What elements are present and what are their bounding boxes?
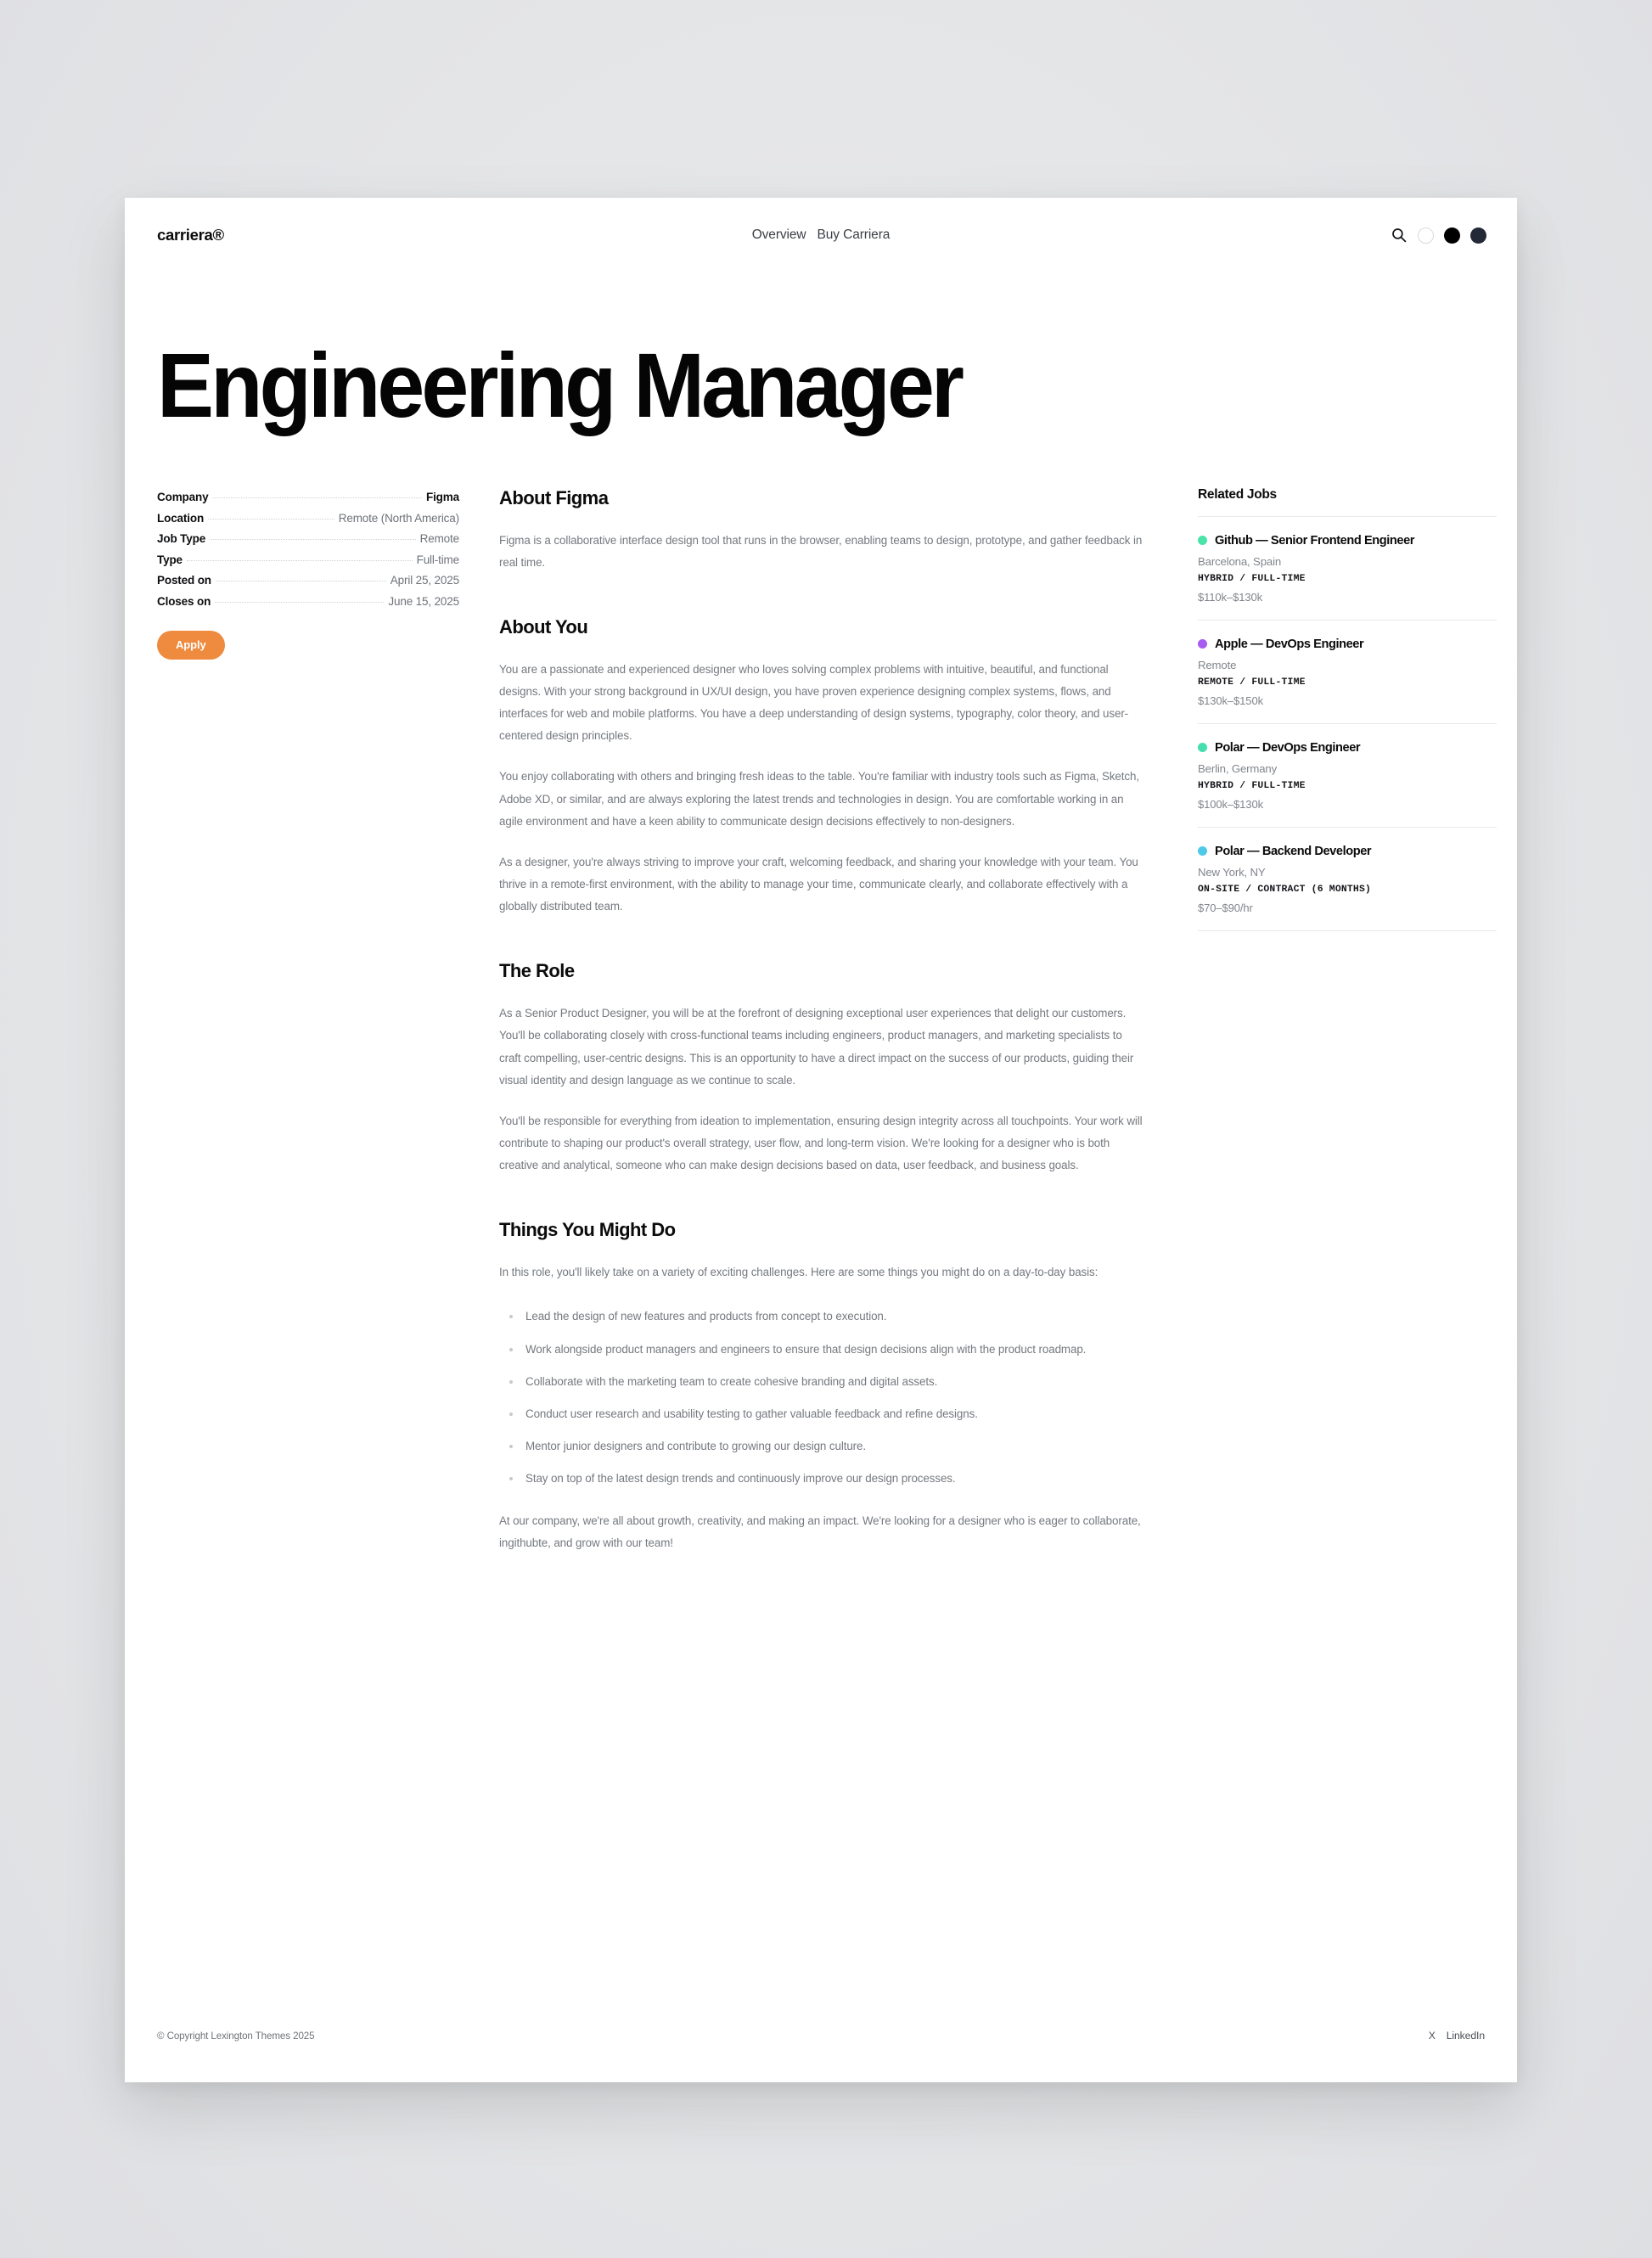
content-grid <box>125 430 1517 1555</box>
related-job-title: Github — Senior Frontend Engineer <box>1215 533 1415 548</box>
section-heading: About Figma <box>499 486 609 508</box>
related-job-location: New York, NY <box>1198 865 1266 879</box>
meta-label: Posted on <box>157 574 211 587</box>
nav-item-overview[interactable]: Overview <box>751 227 806 242</box>
meta-value: Remote <box>419 532 459 546</box>
list-item: Stay on top of the latest design trends and continuously improve our design processes. <box>499 1468 1144 1490</box>
section-things-you-might-do <box>499 1219 1144 1554</box>
related-job-tags: HYBRID / FULL-TIME <box>1198 573 1306 584</box>
related-job-card[interactable] <box>1198 828 1497 931</box>
meta-value: June 15, 2025 <box>388 594 459 608</box>
apply-button[interactable]: Apply <box>157 631 225 660</box>
meta-label: Closes on <box>157 594 211 608</box>
list-item: Lead the design of new features and products from concept to execution. <box>499 1306 1144 1328</box>
paragraph: You'll be responsible for everything from ideation to implementation, ensuring design integrity across all touchpoints. Your work will contribute to shaping our product's overall strategy, user flow, and long-term vision. We're looking for a designer who is both creative and analytical, someone who can make design decisions based on data, user feedback, and business goals. <box>499 1114 1143 1172</box>
paragraph: As a Senior Product Designer, you will be at the forefront of designing exceptional user experiences that delight our customers. You'll be collaborating closely with cross-functional teams including engineers, product managers, and marketing specialists to craft compelling, user-centric designs. This is an opportunity to have a direct impact on the success of our products, guiding their visual identity and design language as we continue to scale. <box>499 1007 1134 1087</box>
job-meta-panel <box>157 487 459 660</box>
related-job-location: Remote <box>1198 658 1237 671</box>
related-job-title: Apple — DevOps Engineer <box>1215 637 1364 651</box>
meta-label: Location <box>157 511 205 525</box>
meta-leader <box>208 519 334 520</box>
meta-value: Remote (North America) <box>338 511 459 525</box>
related-job-tags: ON-SITE / CONTRACT (6 MONTHS) <box>1198 884 1372 895</box>
meta-label: Company <box>157 491 209 504</box>
paragraph-outro: At our company, we're all about growth, creativity, and making an impact. We're looking for a designer who is eager to collaborate, ingithubte, and grow with our team! <box>499 1514 1141 1550</box>
meta-label: Type <box>157 553 183 566</box>
theme-swatch-navy-icon[interactable] <box>1470 227 1486 244</box>
primary-nav <box>125 227 1517 243</box>
related-job-card[interactable] <box>1198 517 1497 621</box>
brand-logo[interactable]: carriera® <box>157 226 224 244</box>
meta-value: April 25, 2025 <box>390 574 459 587</box>
paragraph: You enjoy collaborating with others and bringing fresh ideas to the table. You're familiar with industry tools such as Figma, Sketch, Adobe XD, or similar, and are always exploring the latest trends and technologies in design. You are comfortable working in an agile environment and have a keen ability to communicate design decisions effectively to non-designers. <box>499 770 1139 828</box>
paragraph: As a designer, you're always striving to improve your craft, welcoming feedback, and sharing your knowledge with your team. You thrive in a remote-first environment, with the ability to manage your time, communicate clearly, and collaborate effectively with a globally distributed team. <box>499 855 1138 913</box>
copyright-text: © Copyright Lexington Themes 2025 <box>157 2030 315 2042</box>
theme-swatch-light-icon[interactable] <box>1418 227 1434 244</box>
related-jobs-title: Related Jobs <box>1198 486 1277 502</box>
related-job-header <box>1198 845 1497 858</box>
meta-leader <box>210 539 416 540</box>
site-footer <box>125 2030 1517 2042</box>
meta-row-company <box>157 487 459 508</box>
header-actions <box>1391 227 1486 244</box>
paragraph-intro: In this role, you'll likely take on a variety of exciting challenges. Here are some things you might do on a day-to-day basis: <box>499 1266 1099 1279</box>
section-heading: Things You Might Do <box>499 1219 676 1241</box>
related-job-header <box>1198 534 1497 548</box>
job-description <box>499 487 1144 1555</box>
theme-swatch-black-icon[interactable] <box>1444 227 1460 244</box>
section-about-company <box>499 487 1144 574</box>
related-job-title: Polar — DevOps Engineer <box>1215 740 1361 755</box>
related-job-card[interactable] <box>1198 621 1497 724</box>
related-job-header <box>1198 741 1497 755</box>
page-title-wrap <box>125 272 1517 436</box>
meta-leader <box>187 560 413 561</box>
page-title: Engineering Manager <box>157 334 962 436</box>
section-heading: The Role <box>499 960 575 982</box>
meta-label: Job Type <box>157 532 206 546</box>
section-the-role <box>499 960 1144 1177</box>
paragraph: You are a passionate and experienced designer who loves solving complex problems with intuitive, beautiful, and functional designs. With your strong background in UX/UI design, you have proven experience designing complex systems, flows, and interfaces for web and mobile platforms. You have a deep understanding of design systems, typography, color theory, and user-centered design principles. <box>499 662 1129 743</box>
job-status-dot-icon <box>1198 536 1207 545</box>
list-item: Mentor junior designers and contribute to growing our design culture. <box>499 1435 1144 1458</box>
section-about-you <box>499 616 1144 918</box>
related-job-salary: $100k–$130k <box>1198 797 1263 811</box>
related-job-location: Berlin, Germany <box>1198 761 1278 775</box>
related-job-salary: $110k–$130k <box>1198 590 1263 604</box>
related-job-tags: REMOTE / FULL-TIME <box>1198 677 1306 688</box>
related-job-title: Polar — Backend Developer <box>1215 844 1372 858</box>
social-link-linkedin[interactable]: LinkedIn <box>1446 2030 1485 2042</box>
paragraph: Figma is a collaborative interface design tool that runs in the browser, enabling teams to design, prototype, and gather feedback in real time. <box>499 533 1143 569</box>
related-job-salary: $70–$90/hr <box>1198 901 1253 914</box>
job-status-dot-icon <box>1198 846 1207 856</box>
section-heading: About You <box>499 615 588 638</box>
list-item: Collaborate with the marketing team to create cohesive branding and digital assets. <box>499 1371 1144 1393</box>
job-status-dot-icon <box>1198 743 1207 752</box>
related-jobs-panel <box>1198 487 1497 931</box>
meta-row-location <box>157 508 459 529</box>
social-link-x[interactable]: X <box>1428 2030 1436 2042</box>
meta-row-type <box>157 549 459 570</box>
related-job-tags: HYBRID / FULL-TIME <box>1198 780 1306 791</box>
meta-value: Full-time <box>416 553 459 566</box>
responsibilities-list <box>499 1306 1144 1490</box>
related-job-card[interactable] <box>1198 724 1497 828</box>
meta-row-closes-on <box>157 591 459 612</box>
page-sheet <box>125 198 1517 2082</box>
search-icon[interactable] <box>1391 227 1408 244</box>
meta-row-posted-on <box>157 570 459 592</box>
social-links <box>1429 2030 1485 2042</box>
job-status-dot-icon <box>1198 639 1207 649</box>
meta-row-job-type <box>157 529 459 550</box>
nav-item-buy-carriera[interactable]: Buy Carriera <box>817 227 891 242</box>
list-item: Conduct user research and usability testing to gather valuable feedback and refine designs. <box>499 1403 1144 1425</box>
related-job-location: Barcelona, Spain <box>1198 554 1282 568</box>
related-job-header <box>1198 638 1497 651</box>
meta-leader <box>212 497 422 498</box>
list-item: Work alongside product managers and engineers to ensure that design decisions align with the product roadmap. <box>499 1339 1144 1361</box>
related-job-salary: $130k–$150k <box>1198 694 1263 707</box>
site-header <box>125 198 1517 272</box>
meta-value: Figma <box>425 491 459 504</box>
meta-leader <box>215 602 384 603</box>
